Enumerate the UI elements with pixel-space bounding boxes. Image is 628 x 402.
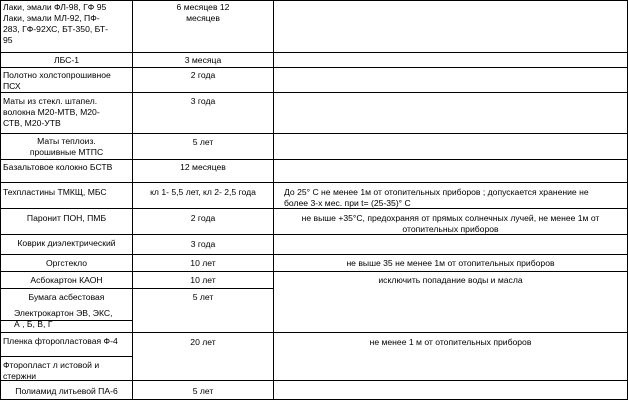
storage-conditions: До 25° С не менее 1м от отопительных приборов ; допускается хранение не	[284, 187, 589, 197]
material-name: Асбокартон КАОН	[30, 275, 103, 285]
material-name: Электрокартон ЭВ, ЭКС,	[14, 308, 113, 318]
material-name: Пленка фторопластовая Ф-4	[3, 336, 118, 346]
material-name: Оргстекло	[45, 258, 88, 268]
storage-term: месяцев	[186, 13, 220, 23]
storage-term: 2 года	[190, 70, 216, 80]
storage-conditions: не выше +35°С, предохраняя от прямых солнечных лучей, не менее 1м от	[301, 213, 600, 223]
grid-line	[0, 356, 133, 357]
storage-term: 20 лет	[190, 337, 216, 347]
storage-term: кл 1- 5,5 лет, кл 2- 2,5 года	[150, 187, 256, 197]
grid-line	[0, 0, 628, 1]
storage-term: 3 года	[190, 96, 216, 106]
material-name: А , Б, В, Г	[14, 319, 53, 329]
material-name: ПСХ	[3, 81, 21, 91]
storage-conditions: не выше 35 не менее 1м от отопительных приборов	[346, 258, 555, 268]
grid-line	[0, 380, 628, 381]
material-name: Лаки, эмали МЛ-92, ПФ-	[3, 13, 100, 23]
storage-conditions: исключить попадание воды и масла	[378, 275, 523, 285]
material-name: прошивные МТПС	[29, 147, 104, 157]
storage-term: 10 лет	[190, 258, 216, 268]
material-name: волокна М20-МТВ, М20-	[3, 107, 100, 117]
material-name: Бумага асбестовая	[28, 292, 105, 302]
storage-term: 3 года	[190, 239, 216, 249]
storage-term: 12 месяцев	[180, 162, 226, 172]
material-name: Маты теплоиз.	[37, 136, 96, 146]
material-name: Полотно холстопрошивное	[3, 70, 111, 80]
storage-term: 3 месяца	[184, 55, 222, 65]
storage-conditions: не менее 1 м от отопительных приборов	[369, 337, 532, 347]
storage-term: 5 лет	[192, 292, 214, 302]
storage-conditions: более 3-х мес. при t= (25-35)° С	[284, 198, 411, 208]
material-name: 283, ГФ-92ХС, БТ-350, БТ-	[3, 24, 108, 34]
storage-term: 10 лет	[190, 275, 216, 285]
grid-line	[0, 254, 628, 255]
storage-term: 5 лет	[192, 386, 214, 396]
grid-line	[0, 159, 628, 160]
grid-line	[0, 67, 628, 68]
grid-line	[0, 133, 628, 134]
grid-line	[0, 52, 628, 53]
material-name: Лаки, эмали ФЛ-98, ГФ 95	[3, 2, 107, 12]
material-name: Фторопласт л истовой и	[3, 360, 100, 370]
grid-line	[0, 399, 628, 400]
material-name: ЛБС-1	[53, 55, 80, 65]
grid-line	[0, 182, 628, 183]
storage-term: 2 года	[190, 213, 216, 223]
material-name: 95	[3, 35, 13, 45]
grid-line	[0, 271, 628, 272]
material-name: Коврик диэлектрический	[17, 238, 116, 248]
material-name: Полиамид литьевой ПА-6	[15, 386, 118, 396]
material-name: СТВ, М20-УТВ	[3, 118, 61, 128]
storage-term: 6 месяцев 12	[176, 2, 230, 12]
material-name: Маты из стекл. штапел.	[3, 96, 98, 106]
material-name: Паронит ПОН, ПМБ	[26, 213, 107, 223]
grid-line	[0, 92, 628, 93]
storage-conditions: отопительных приборов	[402, 224, 499, 234]
storage-term: 5 лет	[192, 137, 214, 147]
material-name: Техпластины ТМКЩ, МБС	[3, 187, 107, 197]
material-name: Базальтовое колокно БСТВ	[3, 162, 113, 172]
grid-line	[0, 332, 628, 333]
grid-line	[0, 288, 274, 289]
material-name: стержни	[3, 371, 36, 381]
